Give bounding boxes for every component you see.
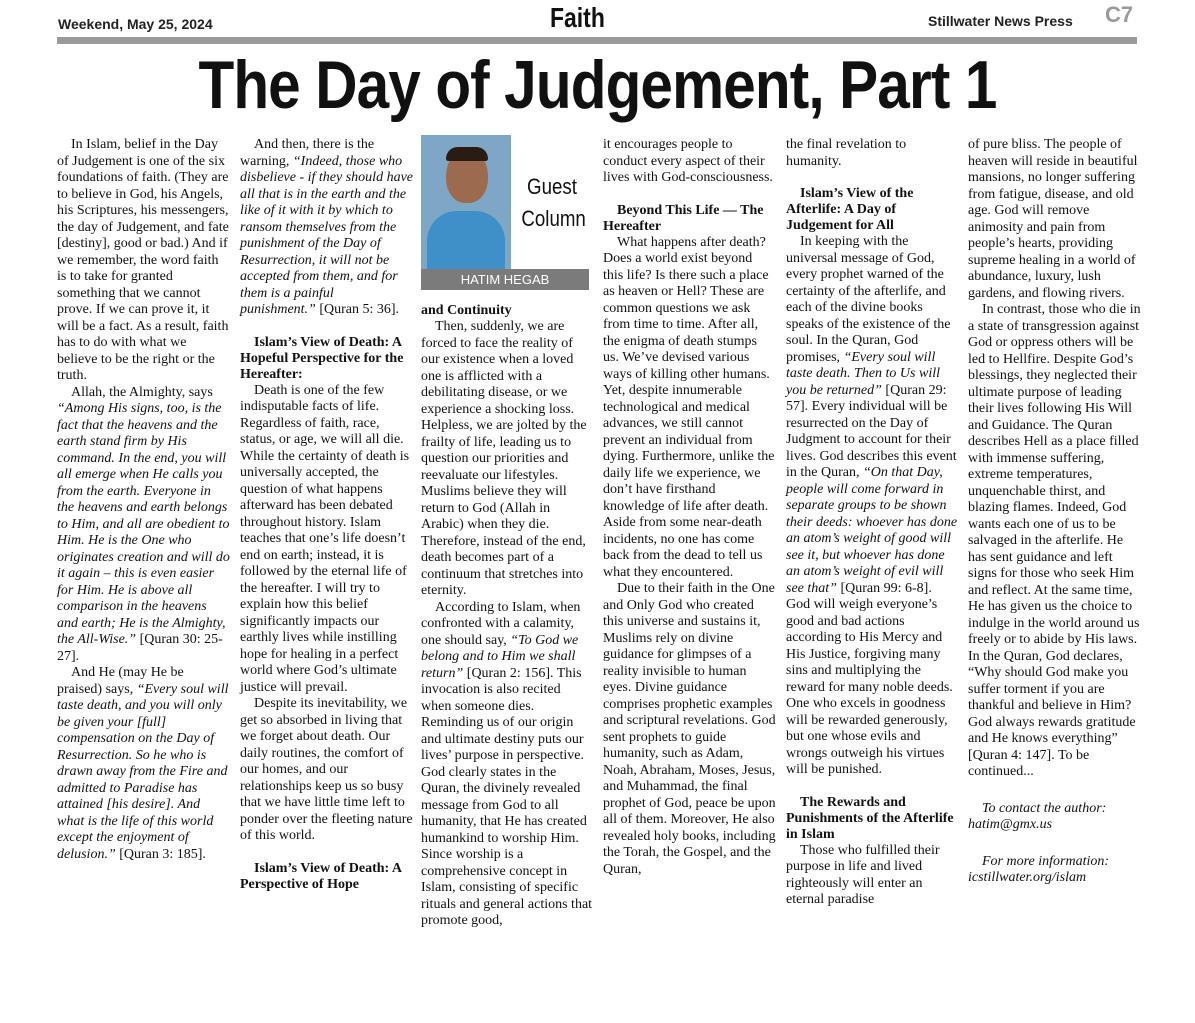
paragraph: Those who fulfilled their purpose in life and lived righteously will enter an eternal paradise	[786, 842, 940, 907]
paragraph: of pure bliss. The people of heaven will reside in beautiful mansions, no longer suffering from fatigue, disease, and old age. God will remove animosity and pain from people’s hearts, providing supreme healing in a world of abundance, luxury, lush gardens, and flowing rivers.	[968, 137, 1138, 301]
info-link[interactable]: icstillwater.org/islam	[968, 870, 1087, 885]
more-info: For more information: icstillwater.org/islam	[968, 853, 1110, 885]
subheading: The Rewards and Punishments of the Afterlife in Islam	[786, 794, 954, 842]
subheading: Beyond This Life — The Hereafter	[603, 202, 764, 234]
paragraph: In Islam, belief in the Day of Judgement is one of the six foundations of faith. (They are to believe in God, his Angels, his Scriptures, his messengers, the day of Judgement, and fate [destiny], good or bad.) And if we remember, the word faith is to take for granted something that we cannot prove. If we can prove it, it will be a fact. As a result, faith has to do with what we believe to be the right or the truth.	[57, 137, 229, 383]
page-number: C7	[1105, 2, 1134, 27]
paragraph: Despite its inevitability, we get so absorbed in living that we forget about death. Our daily routines, the comfort of our homes, and our relationships keep us so busy that we have little time left to ponder over the fleeting nature of this world.	[240, 696, 413, 843]
article-column-6	[968, 137, 1141, 887]
paragraph: it encourages people to conduct every aspect of their lives with God-consciousness.	[603, 137, 773, 185]
article-column-2	[240, 137, 413, 893]
paragraph: Death is one of the few indisputable facts of life. Regardless of faith, race, status, or age, we will all die. While the certainty of death is universally accepted, the question of what happens afterward has been debated throughout history. Islam teaches that one’s life doesn’t end on earth; instead, it is followed by the eternal life of the hereafter. I will try to explain how this belief significantly impacts our earthly lives while instilling hope for healing in a perfect world where God’s ultimate justice will prevail.	[240, 382, 410, 695]
paragraph: the final revelation to humanity.	[786, 137, 907, 169]
paragraph: Then, suddenly, we are forced to face the reality of our existence when a loved one is afflicted with a debilitating disease, or we experience a shocking loss. Helpless, we are jolted by the frailty of life, leading us to question our priorities and reevaluate our lifestyles. Muslims believe they will return to God (Allah in Arabic) when they die. Therefore, instead of the end, death becomes part of a continuum that stretches into eternity.	[421, 319, 587, 598]
author-email[interactable]: hatim@gmx.us	[968, 817, 1053, 832]
guest-column-box	[421, 135, 589, 293]
author-caption: HATIM HEGAB	[421, 269, 589, 290]
paragraph: Allah, the Almighty, says “Among His signs, too, is the fact that the heavens and the earth stand firm by His command. In the end, you will all emerge when He calls you from the earth. Everyone in the heavens and earth belongs to Him, and all are obedient to Him. He is the One who originates creation and will do it again – this is even easier for Him. He is above all comparison in the heavens and earth; He is the Almighty, the All-Wise.” [Quran 30: 25-27].	[57, 384, 230, 664]
article-column-1	[57, 137, 230, 863]
author-photo	[421, 135, 511, 269]
subheading: and Continuity	[421, 303, 512, 318]
article-headline: The Day of Judgement, Part 1	[198, 47, 997, 123]
paragraph: Due to their faith in the One and Only God who created this universe and sustains it, Muslims rely on divine guidance for glimpses of a reality invisible to human eyes. Divine guidance comprises prophetic examples and scriptural revelations. God sent prophets to guide humanity, such as Adam, Noah, Abraham, Moses, Jesus, and Muhammad, the final prophet of God, peace be upon all of them. Moreover, He also revealed holy books, including the Torah, the Gospel, and the Quran,	[603, 581, 776, 877]
article-column-5	[786, 137, 959, 909]
newspaper-name: Stillwater News Press	[928, 13, 1073, 29]
article-column-3	[421, 303, 594, 930]
subheading: Islam’s View of Death: A Hopeful Perspective for the Hereafter:	[240, 334, 404, 382]
article-column-4	[603, 137, 776, 878]
header-rule	[57, 37, 1137, 44]
paragraph: And then, there is the warning, “Indeed, those who disbelieve - if they should have all that is in the earth and the like of it with it by which to ransom themselves from the punishment of the Day of Resurrection, it will not be accepted from them, and for them is a painful punishment.” [Quran 5: 36].	[240, 137, 413, 317]
paragraph: In keeping with the universal message of God, every prophet warned of the certainty of the afterlife, and each of the divine books speaks of the existence of the soul. In the Quran, God promises, “Every soul will taste death. Then to Us will you be returned” [Quran 29: 57]. Every individual will be resurrected on the Day of Judgment to account for their lives. God describes this event in the Quran, “On that Day, people will come forward in separate groups to be shown their deeds: whoever has done an atom’s weight of good will see it, but whoever has done an atom’s weight of evil will see that” [Quran 99: 6-8]. God will weigh everyone’s good and bad actions according to His Mercy and His Justice, forgiving many sins and multiplying the reward for many noble deeds. One who excels in goodness will be rewarded generously, but one whose evils and wrongs outweigh his virtues will be punished.	[786, 234, 958, 777]
paragraph: And He (may He be praised) says, “Every soul will taste death, and you will only be given your [full] compensation on the Day of Resurrection. So he who is drawn away from the Fire and admitted to Paradise has attained [his desire]. And what is the life of this world except the enjoyment of delusion.” [Quran 3: 185].	[57, 665, 229, 862]
paragraph: According to Islam, when confronted with a calamity, one should say, “To God we belong and to Him we shall return” [Quran 2: 156]. This invocation is also recited when someone dies. Reminding us of our origin and ultimate destiny puts our lives’ purpose in perspective. God clearly states in the Quran, the divinely revealed message from God to all humanity, that He has created humankind to worship Him. Since worship is a comprehensive concept in Islam, consisting of specific rituals and general actions that promote good,	[421, 599, 593, 928]
issue-date: Weekend, May 25, 2024	[58, 16, 213, 32]
contact-author: To contact the author: hatim@gmx.us	[968, 800, 1107, 832]
paragraph: In contrast, those who die in a state of transgression against God or oppress others will be led to Hellfire. Despite God’s blessings, they neglected their ultimate purpose of leading their lives following His Will and Guidance. The Quran describes Hell as a place filled with immense suffering, extreme temperatures, unquenchable thirst, and blazing flames. Indeed, God wants each one of us to be salvaged in the afterlife. He has sent guidance and left signs for those who seek Him and reflect. At the same time, He has given us the choice to indulge in the world around us freely or to abide by His laws. In the Quran, God declares, “Why should God make you suffer torment if you are thankful and believe in Him? God always rewards gratitude and He knows everything” [Quran 4: 147]. To be continued...	[968, 302, 1141, 779]
subheading: Islam’s View of the Afterlife: A Day of Judgement for All	[786, 186, 914, 233]
section-title: Faith	[550, 2, 605, 33]
subheading: Islam’s View of Death: A Perspective of Hope	[240, 860, 402, 892]
paragraph: What happens after death? Does a world exist beyond this life? Is there such a place as heaven or Hell? These are common questions we ask from time to time. After all, the enigma of death stumps us. We’ve devised various ways of killing other humans. Yet, despite innumerable technological and medical advances, we still cannot prevent an individual from dying. Furthermore, unlike the daily life we experience, we don’t have firsthand knowledge of life after death. Aside from some near-death incidents, no one has come back from the dead to tell us what they encountered.	[603, 234, 775, 580]
page-header	[0, 0, 1195, 40]
guest-column-label: Guest Column	[521, 174, 586, 231]
